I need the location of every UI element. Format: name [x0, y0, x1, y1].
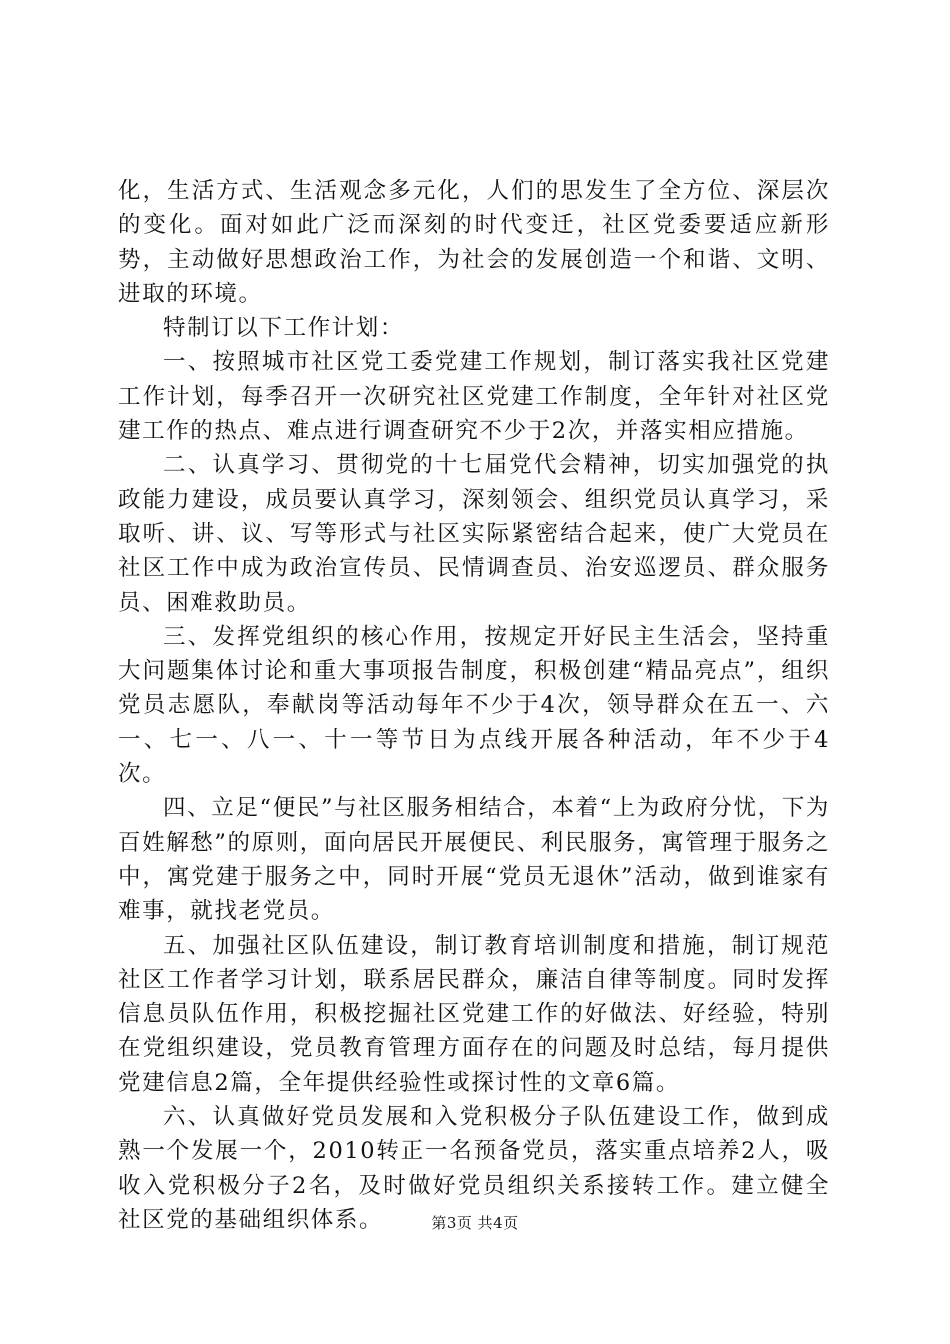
paragraph-item-6: 六、认真做好党员发展和入党积极分子队伍建设工作，做到成熟一个发展一个，2010转正一名预备党员，落实重点培养2人，吸收入党积极分子2名，及时做好党员组织关系接转工作。建立健全社区党的基础组织体系。 — [118, 1104, 830, 1233]
paragraph-item-2: 二、认真学习、贯彻党的十七届党代会精神，切实加强党的执政能力建设，成员要认真学习，深刻领会、组织党员认真学习，采取听、讲、议、写等形式与社区实际紧密结合起来，使广大党员在社区工作中成为政治宣传员、民情调查员、治安巡逻员、群众服务员、困难救助员。 — [118, 452, 830, 616]
paragraph-intro: 特制订以下工作计划： — [163, 315, 405, 342]
page-number-footer: 第3页 共4页 — [431, 1214, 519, 1232]
paragraph-item-3: 三、发挥党组织的核心作用，按规定开好民主生活会，坚持重大问题集体讨论和重大事项报告制度，积极创建“精品亮点”，组织党员志愿队，奉献岗等活动每年不少于4次，领导群众在五一、六一、七一、八一、十一等节日为点线开展各种活动，年不少于4次。 — [118, 623, 830, 788]
paragraph-item-1: 一、按照城市社区党工委党建工作规划，制订落实我社区党建工作计划，每季召开一次研究社区党建工作制度，全年针对社区党建工作的热点、难点进行调查研究不少于2次，并落实相应措施。 — [118, 349, 830, 445]
paragraph-item-4: 四、立足“便民”与社区服务相结合，本着“上为政府分忧，下为百姓解愁”的原则，面向居民开展便民、利民服务，寓管理于服务之中，寓党建于服务之中，同时开展“党员无退休”活动，做到谁家有难事，就找老党员。 — [118, 795, 831, 925]
paragraph-item-5: 五、加强社区队伍建设，制订教育培训制度和措施，制订规范社区工作者学习计划，联系居民群众，廉洁自律等制度。同时发挥信息员队伍作用，积极挖掘社区党建工作的好做法、好经验，特别在党组织建设，党员教育管理方面存在的问题及时总结，每月提供党建信息2篇，全年提供经验性或探讨性的文章6篇。 — [118, 932, 830, 1096]
document-body — [118, 174, 830, 1237]
paragraph-continuation: 化，生活方式、生活观念多元化，人们的思发生了全方位、深层次的变化。面对如此广泛而深刻的时代变迁，社区党委要适应新形势，主动做好思想政治工作，为社会的发展创造一个和谐、文明、进取的环境。 — [118, 178, 830, 307]
